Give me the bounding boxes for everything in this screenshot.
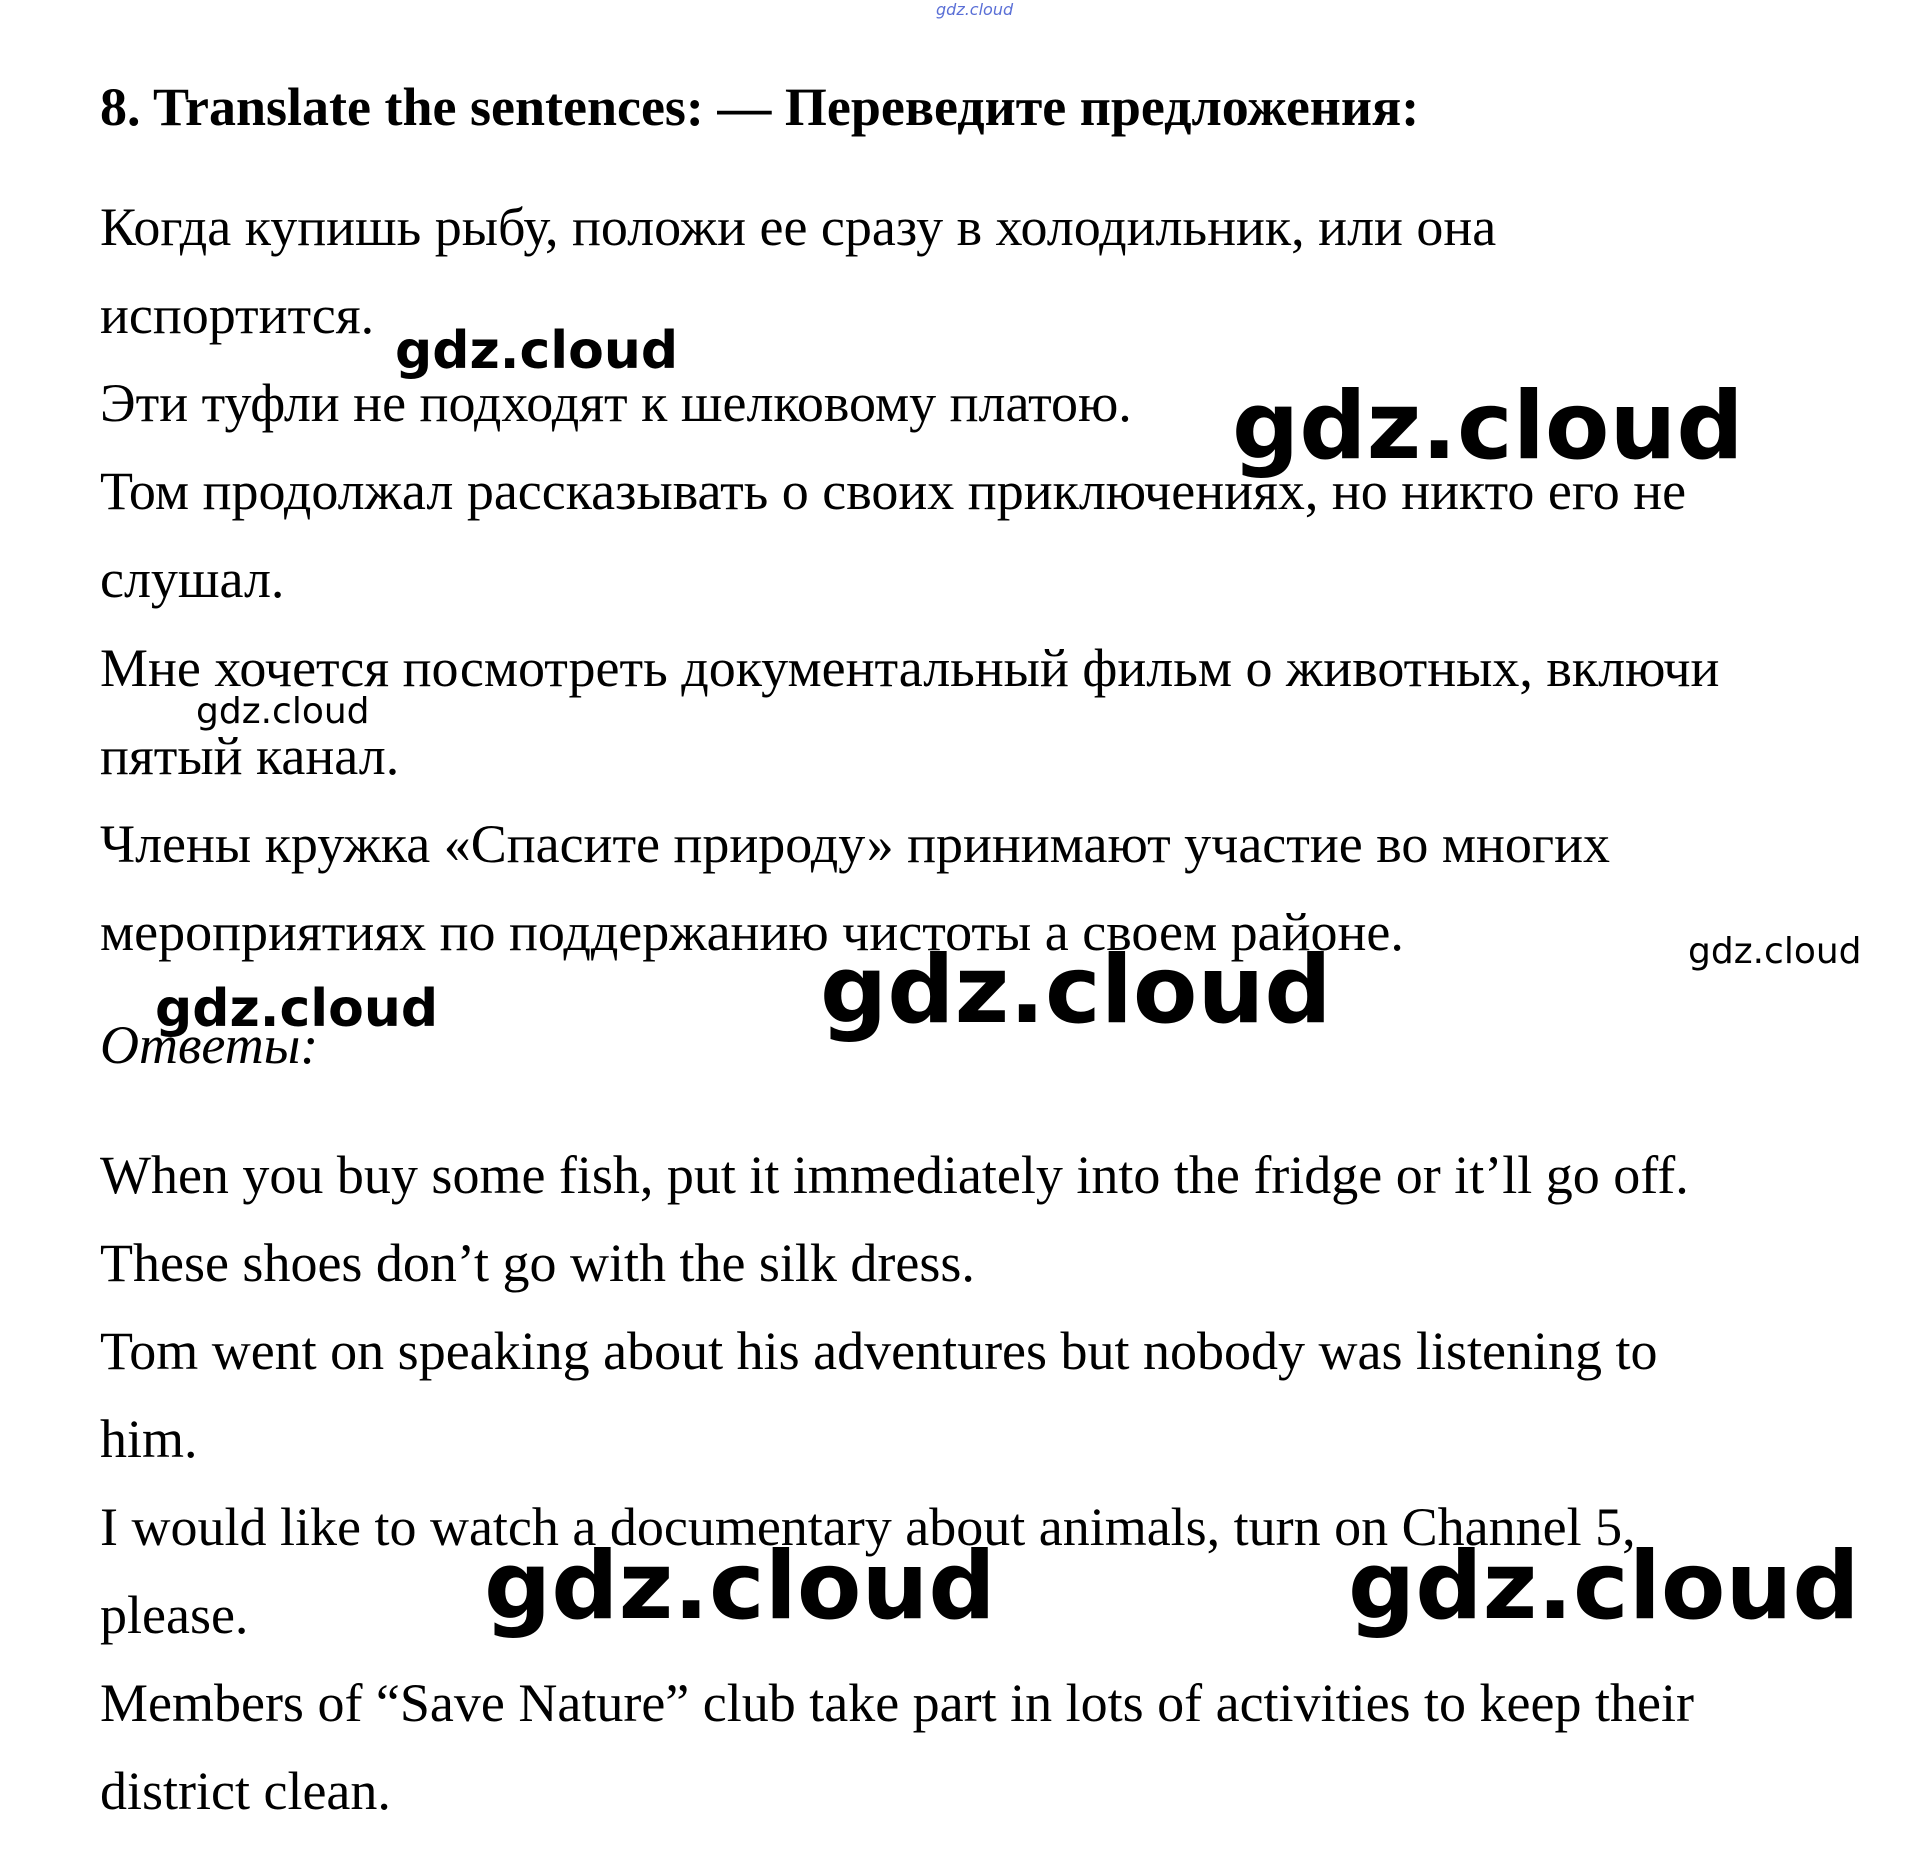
english-line: district clean. [100, 1761, 391, 1821]
english-line: Tom went on speaking about his adventures but nobody was listening to [100, 1321, 1658, 1381]
russian-line: мероприятиях по поддержанию чистоты а своем районе. [100, 902, 1404, 962]
answers-label: Ответы: [100, 1015, 319, 1075]
watermark: gdz.cloud [1348, 1532, 1860, 1641]
russian-line: Эти туфли не подходят к шелковому платою. [100, 373, 1132, 433]
russian-line: Том продолжал рассказывать о своих приключениях, но никто его не [100, 461, 1687, 521]
english-line: I would like to watch a documentary about animals, turn on Channel 5, [100, 1497, 1636, 1557]
watermark: gdz.cloud [155, 979, 439, 1039]
russian-line: слушал. [100, 549, 285, 609]
english-line: him. [100, 1409, 198, 1469]
watermark: gdz.cloud [1688, 931, 1862, 972]
russian-line: Когда купишь рыбу, положи ее сразу в холодильник, или она [100, 197, 1497, 257]
header-watermark: gdz.cloud [936, 0, 1014, 19]
watermark: gdz.cloud [484, 1532, 996, 1641]
english-line: please. [100, 1585, 249, 1645]
english-line: Members of “Save Nature” club take part in lots of activities to keep their [100, 1673, 1694, 1733]
russian-line: испортится. [100, 285, 375, 345]
watermark: gdz.cloud [1232, 372, 1744, 481]
english-line: When you buy some fish, put it immediately into the fridge or it’ll go off. [100, 1145, 1689, 1205]
russian-line: пятый канал. [100, 726, 400, 786]
russian-line: Члены кружка «Спасите природу» принимают участие во многих [100, 814, 1610, 874]
exercise-heading: 8. Translate the sentences: — Переведите предложения: [100, 77, 1420, 137]
russian-line: Мне хочется посмотреть документальный фильм о животных, включи [100, 638, 1720, 698]
watermark: gdz.cloud [196, 691, 370, 732]
watermark: gdz.cloud [395, 321, 679, 381]
english-line: These shoes don’t go with the silk dress. [100, 1233, 975, 1293]
watermark: gdz.cloud [820, 936, 1332, 1045]
